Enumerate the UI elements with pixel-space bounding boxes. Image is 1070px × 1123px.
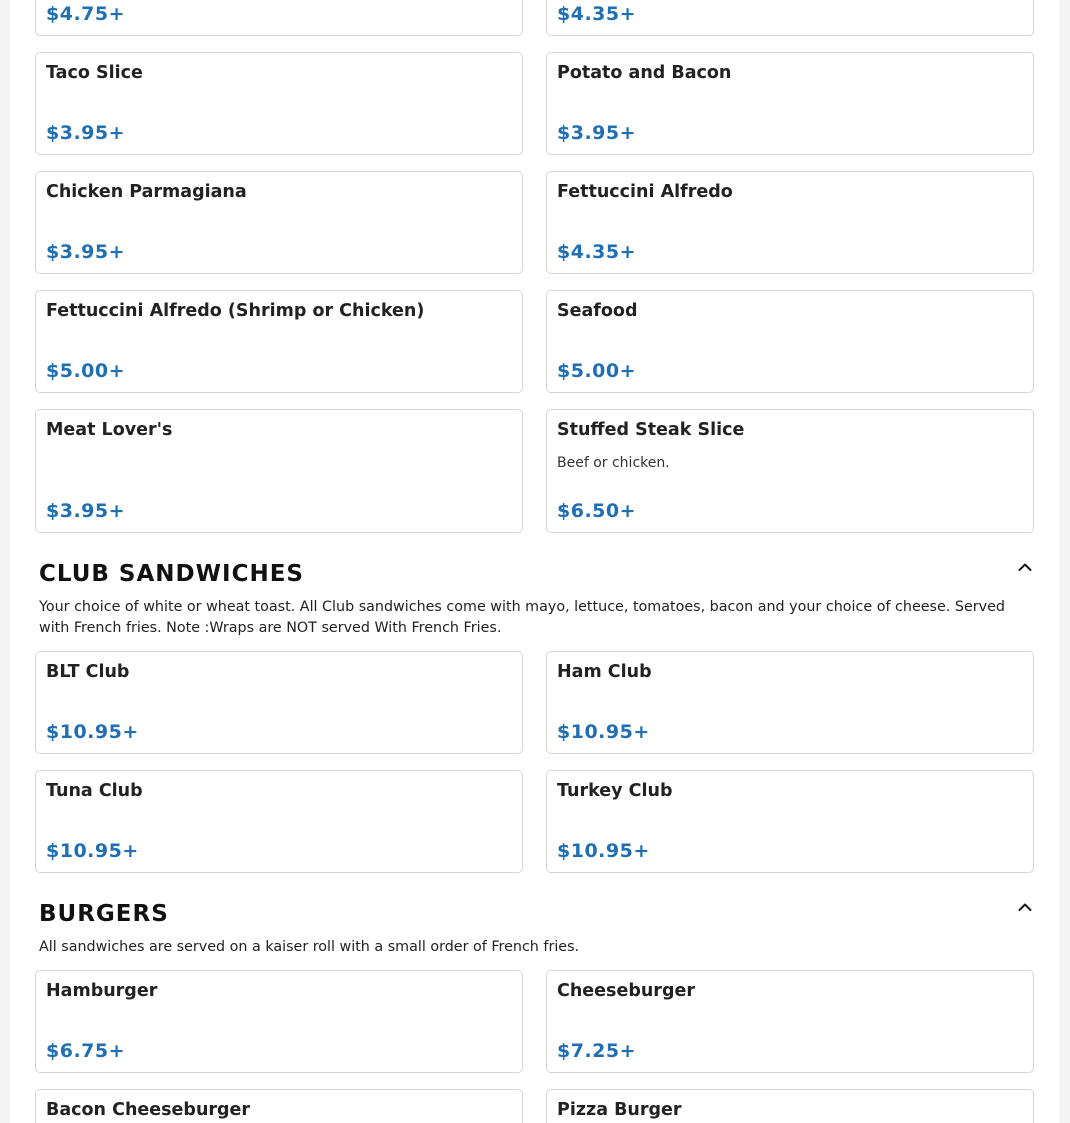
menu-item-price: $6.75+ bbox=[46, 1040, 126, 1062]
menu-item-card-turkey-club[interactable] bbox=[546, 770, 1034, 873]
menu-item-price: $3.95+ bbox=[46, 500, 126, 522]
menu-item-price: $7.25+ bbox=[557, 1040, 637, 1062]
menu-item-name: Taco Slice bbox=[46, 63, 143, 83]
menu-item-name: Bacon Cheeseburger bbox=[46, 1100, 251, 1120]
menu-item-price: $10.95+ bbox=[557, 840, 650, 862]
menu-item-card-fettuccini-alfredo[interactable] bbox=[546, 171, 1034, 274]
menu-item-name: Meat Lover's bbox=[46, 420, 173, 440]
section-description-club-sandwiches: Your choice of white or wheat toast. All Club sandwiches come with mayo, lettuce, tomatoes, bacon and your choice of cheese. Served with French fries. Note :Wraps are NOT served With French Fries. bbox=[39, 599, 1005, 636]
menu-item-price: $6.50+ bbox=[557, 500, 637, 522]
menu-item-price: $10.95+ bbox=[46, 721, 139, 743]
menu-item-name: Seafood bbox=[557, 301, 638, 321]
menu-item-price: $4.75+ bbox=[46, 3, 126, 25]
menu-item-name: Ham Club bbox=[557, 662, 652, 682]
menu-item-price: $3.95+ bbox=[46, 241, 126, 263]
section-title-burgers: BURGERS bbox=[39, 901, 169, 927]
menu-item-card-tuna-club[interactable] bbox=[35, 770, 523, 873]
menu-item-name: Turkey Club bbox=[557, 781, 673, 801]
menu-item-name: Hamburger bbox=[46, 981, 158, 1001]
menu-item-price: $3.95+ bbox=[557, 122, 637, 144]
menu-item-card-seafood[interactable] bbox=[546, 290, 1034, 393]
menu-item-card-hamburger[interactable] bbox=[35, 970, 523, 1073]
menu-item-price: $10.95+ bbox=[557, 721, 650, 743]
menu-page bbox=[10, 0, 1059, 1123]
menu-item-card-ham-club[interactable] bbox=[546, 651, 1034, 754]
menu-item-price: $5.00+ bbox=[46, 360, 126, 382]
menu-item-price: $10.95+ bbox=[46, 840, 139, 862]
collapse-section-button[interactable] bbox=[1013, 895, 1037, 919]
menu-item-card-potato-and-bacon[interactable] bbox=[546, 52, 1034, 155]
menu-item-card-cheeseburger[interactable] bbox=[546, 970, 1034, 1073]
menu-item-price: $4.35+ bbox=[557, 3, 637, 25]
menu-item-card-fettuccini-alfredo-shrimp-chicken[interactable] bbox=[35, 290, 523, 393]
menu-item-price: $4.35+ bbox=[557, 241, 637, 263]
menu-item-price: $3.95+ bbox=[46, 122, 126, 144]
menu-item-card-bacon-cheeseburger[interactable] bbox=[35, 1089, 523, 1123]
menu-item-name: Stuffed Steak Slice bbox=[557, 420, 745, 440]
collapse-section-button[interactable] bbox=[1013, 555, 1037, 579]
menu-item-card[interactable] bbox=[35, 0, 523, 36]
menu-item-description: Beef or chicken. bbox=[557, 455, 670, 471]
menu-item-card-stuffed-steak-slice[interactable] bbox=[546, 409, 1034, 533]
menu-item-name: Potato and Bacon bbox=[557, 63, 732, 83]
menu-item-name: Fettuccini Alfredo bbox=[557, 182, 733, 202]
menu-item-name: Cheeseburger bbox=[557, 981, 695, 1001]
chevron-up-icon bbox=[1013, 895, 1037, 919]
menu-item-card-taco-slice[interactable] bbox=[35, 52, 523, 155]
menu-item-card-pizza-burger[interactable] bbox=[546, 1089, 1034, 1123]
menu-item-card-blt-club[interactable] bbox=[35, 651, 523, 754]
chevron-up-icon bbox=[1013, 555, 1037, 579]
menu-item-card[interactable] bbox=[546, 0, 1034, 36]
section-description-burgers: All sandwiches are served on a kaiser roll with a small order of French fries. bbox=[39, 939, 580, 955]
menu-item-card-chicken-parmagiana[interactable] bbox=[35, 171, 523, 274]
menu-item-card-meat-lovers[interactable] bbox=[35, 409, 523, 533]
menu-item-price: $5.00+ bbox=[557, 360, 637, 382]
menu-item-name: BLT Club bbox=[46, 662, 130, 682]
menu-item-name: Chicken Parmagiana bbox=[46, 182, 247, 202]
menu-item-name: Tuna Club bbox=[46, 781, 143, 801]
menu-item-name: Fettuccini Alfredo (Shrimp or Chicken) bbox=[46, 301, 425, 321]
section-title-club-sandwiches: CLUB SANDWICHES bbox=[39, 561, 304, 587]
menu-item-name: Pizza Burger bbox=[557, 1100, 682, 1120]
